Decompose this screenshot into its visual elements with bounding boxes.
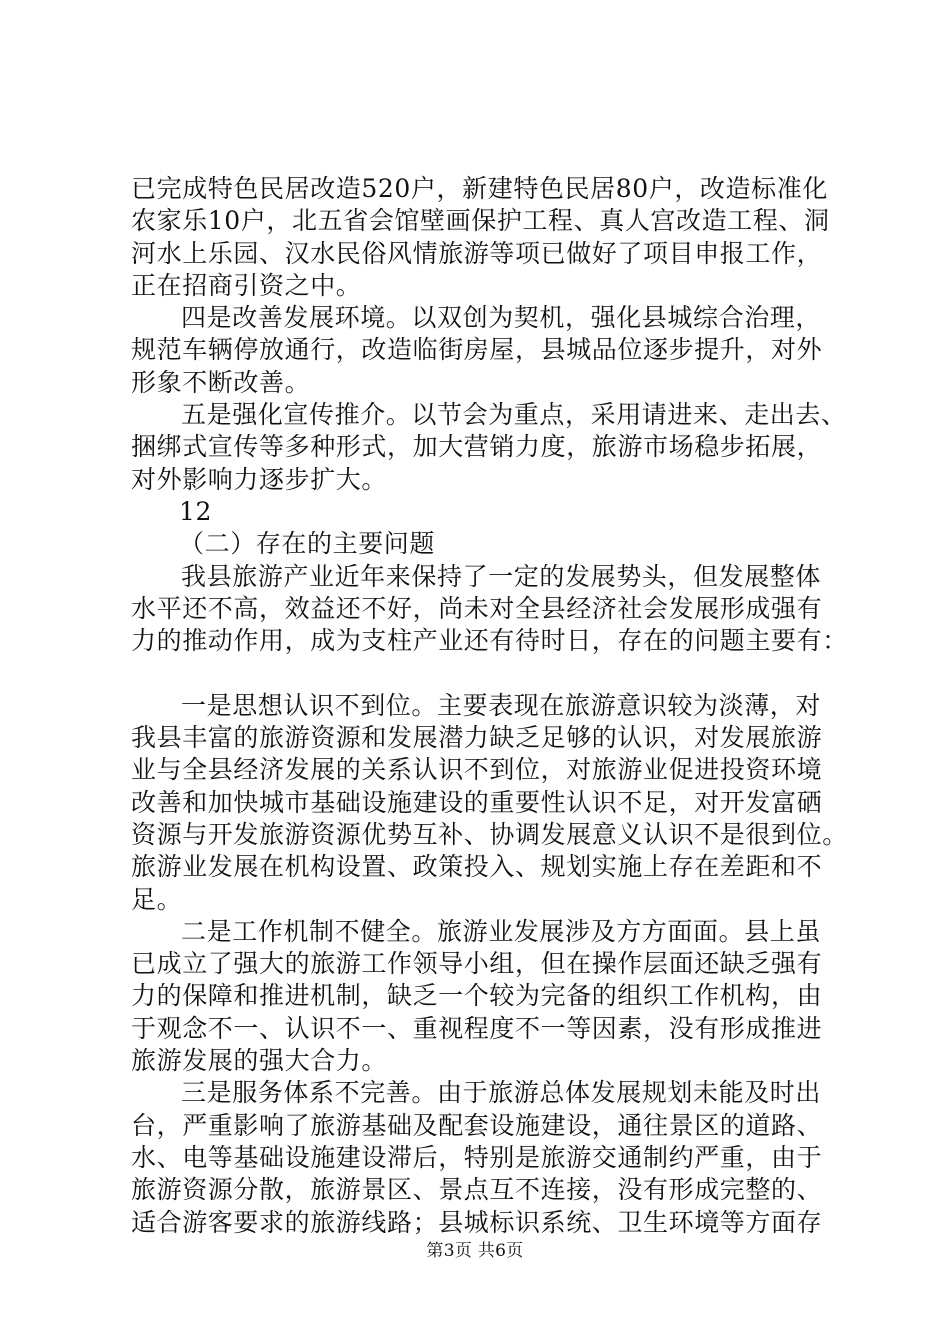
paragraph-first-line: 二是工作机制不健全。旅游业发展涉及方方面面。县上虽 xyxy=(181,916,822,946)
text-line: 形象不断改善。 xyxy=(131,367,311,397)
paragraph-first-line: 一是思想认识不到位。主要表现在旅游意识较为淡薄，对 xyxy=(181,690,822,720)
text-line: 业与全县经济发展的关系认识不到位，对旅游业促进投资环境 xyxy=(131,755,823,785)
text-line: 河水上乐园、汉水民俗风情旅游等项已做好了项目申报工作， xyxy=(131,238,823,268)
paragraph-first-line: 我县旅游产业近年来保持了一定的发展势头，但发展整体 xyxy=(181,561,822,591)
document-body xyxy=(131,173,848,1239)
text-line: 已成立了强大的旅游工作领导小组，但在操作层面还缺乏强有 xyxy=(131,949,823,979)
section-heading: （二）存在的主要问题 xyxy=(179,529,436,559)
text-line: 水平还不高，效益还不好，尚未对全县经济社会发展形成强有 xyxy=(131,593,823,623)
stray-number: 12 xyxy=(179,496,213,526)
text-line: 力的保障和推进机制，缺乏一个较为完备的组织工作机构，由 xyxy=(131,981,823,1011)
text-line: 水、电等基础设施建设滞后，特别是旅游交通制约严重，由于 xyxy=(131,1142,823,1172)
text-line: 正在招商引资之中。 xyxy=(131,270,362,300)
text-line: 对外影响力逐步扩大。 xyxy=(131,464,388,494)
text-line: 台，严重影响了旅游基础及配套设施建设，通往景区的道路、 xyxy=(131,1110,823,1140)
text-line: 旅游发展的强大合力。 xyxy=(131,1046,388,1076)
text-line: 于观念不一、认识不一、重视程度不一等因素，没有形成推进 xyxy=(131,1013,823,1043)
text-line: 旅游资源分散，旅游景区、景点互不连接，没有形成完整的、 xyxy=(131,1175,823,1205)
text-line: 农家乐10户，北五省会馆壁画保护工程、真人宫改造工程、洞 xyxy=(131,206,830,236)
text-line: 捆绑式宣传等多种形式，加大营销力度，旅游市场稳步拓展， xyxy=(131,432,823,462)
blank-line xyxy=(131,657,831,689)
paragraph-first-line: 五是强化宣传推介。以节会为重点，采用请进来、走出去、 xyxy=(181,400,847,430)
text-line: 资源与开发旅游资源优势互补、协调发展意义认识不是很到位。 xyxy=(131,819,848,849)
text-line: 足。 xyxy=(131,884,183,914)
text-line: 已完成特色民居改造520户，新建特色民居80户，改造标准化 xyxy=(131,174,828,203)
text-line: 旅游业发展在机构设置、政策投入、规划实施上存在差距和不 xyxy=(131,852,823,882)
paragraph-first-line: 三是服务体系不完善。由于旅游总体发展规划未能及时出 xyxy=(181,1078,822,1108)
text-line: 规范车辆停放通行，改造临街房屋，县城品位逐步提升，对外 xyxy=(131,335,823,365)
text-line: 适合游客要求的旅游线路；县城标识系统、卫生环境等方面存 xyxy=(131,1207,823,1237)
text-line: 改善和加快城市基础设施建设的重要性认识不足，对开发富硒 xyxy=(131,787,823,817)
paragraph-first-line: 四是改善发展环境。以双创为契机，强化县城综合治理， xyxy=(181,303,822,333)
text-line: 力的推动作用，成为支柱产业还有待时日，存在的问题主要有： xyxy=(131,626,848,656)
text-line: 我县丰富的旅游资源和发展潜力缺乏足够的认识，对发展旅游 xyxy=(131,723,823,753)
page-footer: 第3页 共6页 xyxy=(426,1241,524,1261)
